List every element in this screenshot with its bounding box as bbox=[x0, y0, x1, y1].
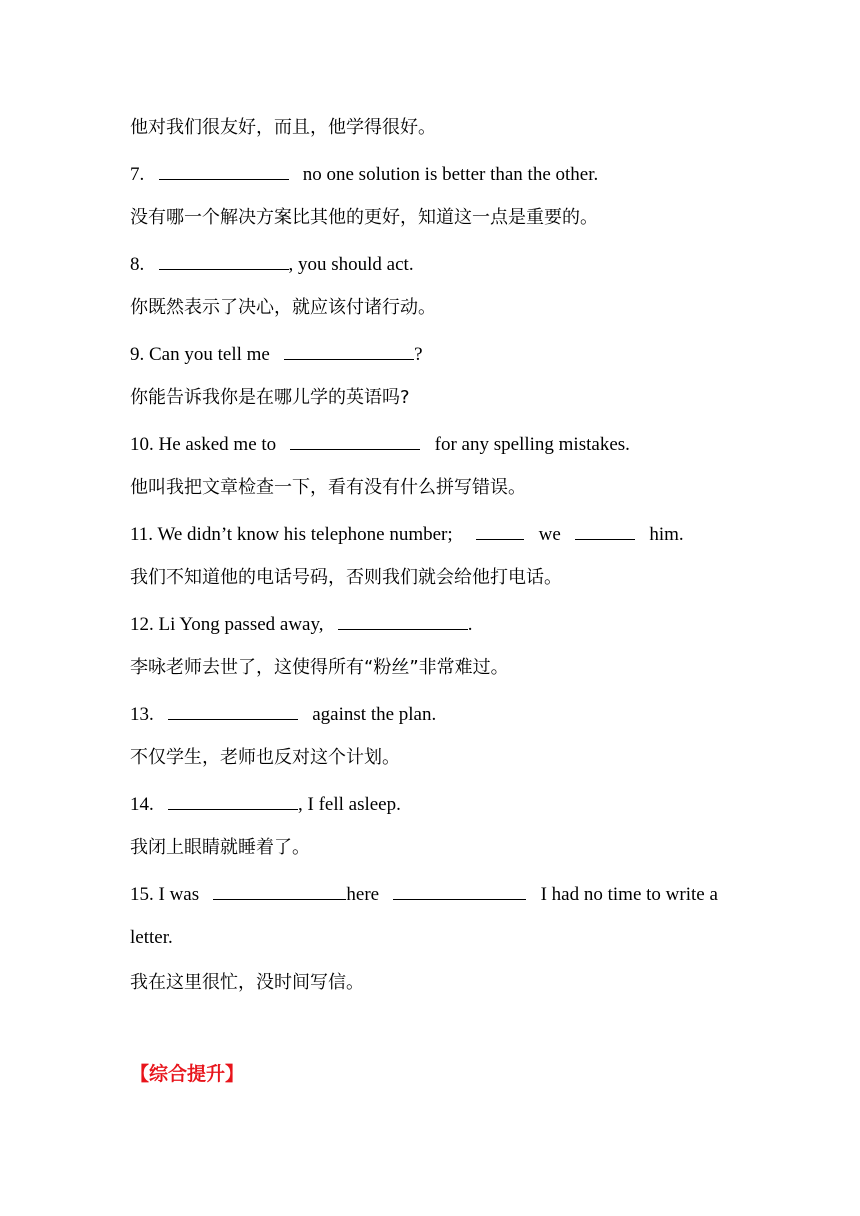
q14-translation: 我闭上眼睛就睡着了。 bbox=[130, 837, 310, 858]
question-14 bbox=[130, 791, 750, 817]
q13-number: 13. bbox=[130, 704, 154, 725]
q9-text-after: ? bbox=[414, 344, 423, 365]
question-13 bbox=[130, 701, 750, 727]
q15-text-mid: here bbox=[346, 884, 380, 905]
q8-answer-blank[interactable] bbox=[159, 251, 289, 270]
q15-text-before: 15. I was bbox=[130, 884, 200, 905]
question-10 bbox=[130, 431, 750, 457]
q14-number: 14. bbox=[130, 794, 154, 815]
q8-number: 8. bbox=[130, 254, 145, 275]
q8-text: , you should act. bbox=[288, 254, 414, 275]
q7-number: 7. bbox=[130, 164, 145, 185]
q11-answer-blank-1[interactable] bbox=[476, 521, 524, 540]
q11-answer-blank-2[interactable] bbox=[575, 521, 635, 540]
q7-translation: 没有哪一个解决方案比其他的更好，知道这一点是重要的。 bbox=[130, 207, 598, 228]
q8-translation: 你既然表示了决心，就应该付诸行动。 bbox=[130, 297, 436, 318]
q10-translation: 他叫我把文章检查一下，看有没有什么拼写错误。 bbox=[130, 477, 526, 498]
question-9 bbox=[130, 341, 750, 367]
q6-translation: 他对我们很友好，而且，他学得很好。 bbox=[130, 117, 436, 138]
q13-answer-blank[interactable] bbox=[168, 701, 298, 720]
q12-text-before: 12. Li Yong passed away, bbox=[130, 614, 324, 635]
question-11 bbox=[130, 521, 750, 547]
q13-text: against the plan. bbox=[312, 704, 437, 725]
q7-answer-blank[interactable] bbox=[159, 161, 289, 180]
question-12 bbox=[130, 611, 750, 637]
section-heading: 【综合提升】 bbox=[130, 1063, 245, 1085]
q15-text-after: I had no time to write a bbox=[540, 884, 718, 905]
q9-answer-blank[interactable] bbox=[284, 341, 414, 360]
q14-text: , I fell asleep. bbox=[298, 794, 401, 815]
q12-translation: 李咏老师去世了，这使得所有“粉丝”非常难过。 bbox=[130, 657, 509, 678]
q15-answer-blank-2[interactable] bbox=[393, 881, 526, 900]
question-8 bbox=[130, 251, 750, 277]
q15-answer-blank-1[interactable] bbox=[213, 881, 346, 900]
question-7 bbox=[130, 161, 750, 187]
q11-text-mid: we bbox=[538, 524, 561, 545]
q14-answer-blank[interactable] bbox=[168, 791, 298, 810]
q11-text-after: him. bbox=[649, 524, 684, 545]
q15-translation: 我在这里很忙，没时间写信。 bbox=[130, 972, 364, 993]
question-15 bbox=[130, 881, 750, 907]
q10-text-before: 10. He asked me to bbox=[130, 434, 277, 455]
q9-translation: 你能告诉我你是在哪儿学的英语吗? bbox=[130, 387, 410, 408]
q10-answer-blank[interactable] bbox=[290, 431, 420, 450]
q7-text: no one solution is better than the other. bbox=[302, 164, 599, 185]
q11-text-before: 11. We didn’t know his telephone number; bbox=[130, 524, 453, 545]
q15-continuation: letter. bbox=[130, 927, 173, 948]
q11-translation: 我们不知道他的电话号码，否则我们就会给他打电话。 bbox=[130, 567, 562, 588]
q10-text-after: for any spelling mistakes. bbox=[434, 434, 630, 455]
q9-text-before: 9. Can you tell me bbox=[130, 344, 270, 365]
q12-answer-blank[interactable] bbox=[338, 611, 468, 630]
q12-text-after: . bbox=[467, 614, 473, 635]
q13-translation: 不仅学生，老师也反对这个计划。 bbox=[130, 747, 400, 768]
